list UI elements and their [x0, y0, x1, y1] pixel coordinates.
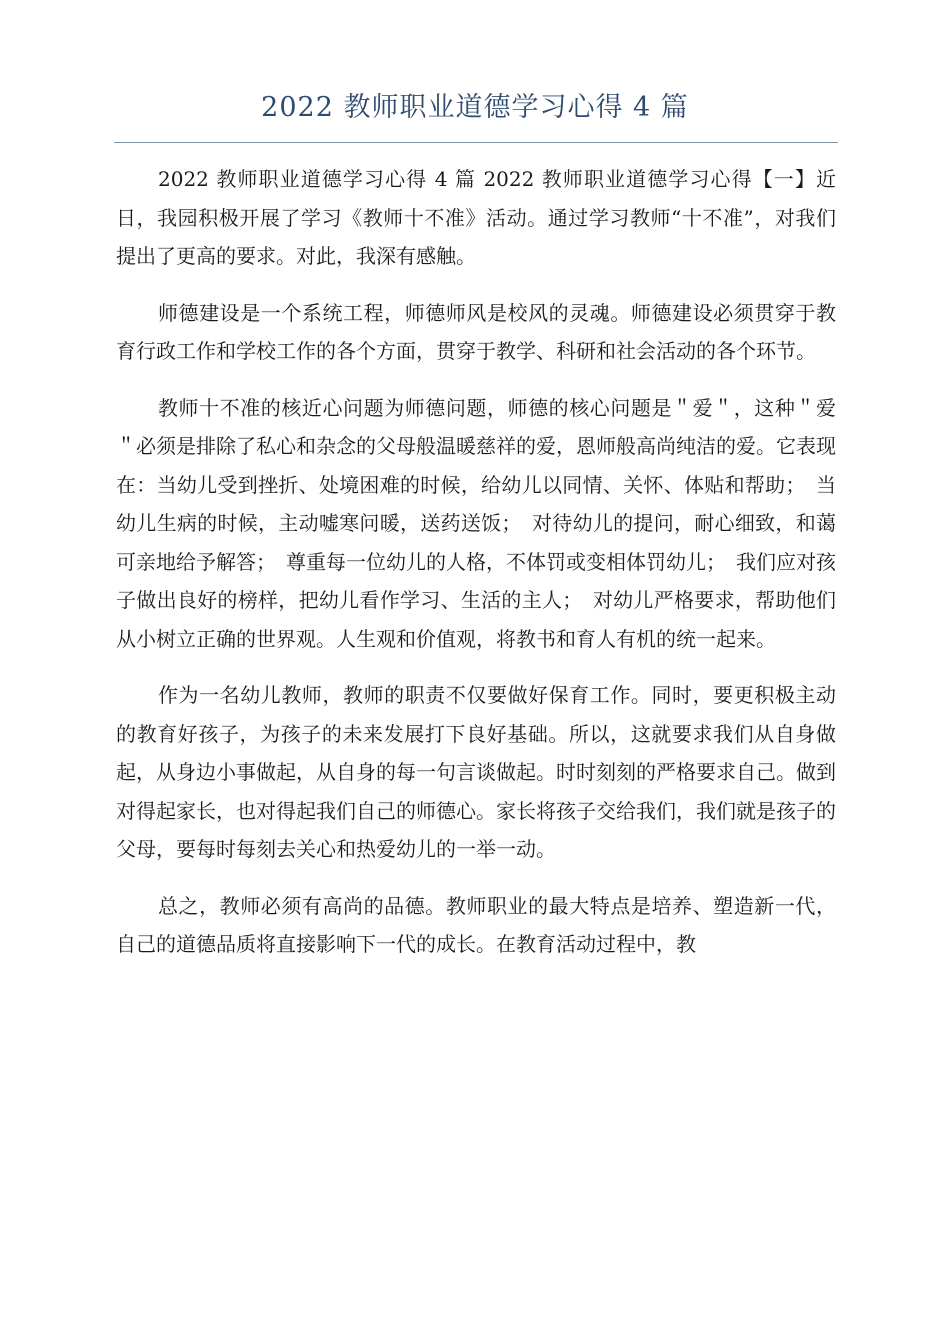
- paragraph-intro: 2022 教师职业道德学习心得 4 篇 2022 教师职业道德学习心得【一】近日，我园积极开展了学习《教师十不准》活动。通过学习教师“十不准”，对我们提出了更高的要求。对此，我深有感触。: [116, 167, 836, 268]
- document-title: 2022 教师职业道德学习心得 4 篇: [261, 92, 689, 123]
- document-body: [116, 160, 836, 982]
- title-divider: [114, 142, 838, 143]
- paragraph-core-issue-love: 教师十不准的核近心问题为师德问题，师德的核心问题是＂爱＂，这种＂爱＂必须是排除了私心和杂念的父母般温暖慈祥的爱，恩师般高尚纯洁的爱。它表现在：当幼儿受到挫折、处境困难的时候，给幼儿以同情、关怀、体贴和帮助； 当幼儿生病的时候，主动嘘寒问暖，送药送饭； 对待幼儿的提问，耐心细致，和蔼可亲地给予解答； 尊重每一位幼儿的人格，不体罚或变相体罚幼儿； 我们应对孩子做出良好的榜样，把幼儿看作学习、生活的主人； 对幼儿严格要求，帮助他们从小树立正确的世界观。人生观和价值观，将教书和育人有机的统一起来。: [116, 395, 836, 651]
- paragraph-teacher-duty: 作为一名幼儿教师，教师的职责不仅要做好保育工作。同时，要更积极主动的教育好孩子，为孩子的未来发展打下良好基础。所以，这就要求我们从自身做起，从身边小事做起，从自身的每一句言谈做起。时时刻刻的严格要求自己。做到对得起家长，也对得起我们自己的师德心。家长将孩子交给我们，我们就是孩子的父母，要每时每刻去关心和热爱幼儿的一举一动。: [116, 683, 836, 861]
- paragraph-ethics-construction: 师德建设是一个系统工程，师德师风是校风的灵魂。师德建设必须贯穿于教育行政工作和学校工作的各个方面，贯穿于教学、科研和社会活动的各个环节。: [116, 300, 836, 363]
- paragraph-conclusion: 总之，教师必须有高尚的品德。教师职业的最大特点是培养、塑造新一代，自己的道德品质将直接影响下一代的成长。在教育活动过程中，教: [116, 893, 836, 956]
